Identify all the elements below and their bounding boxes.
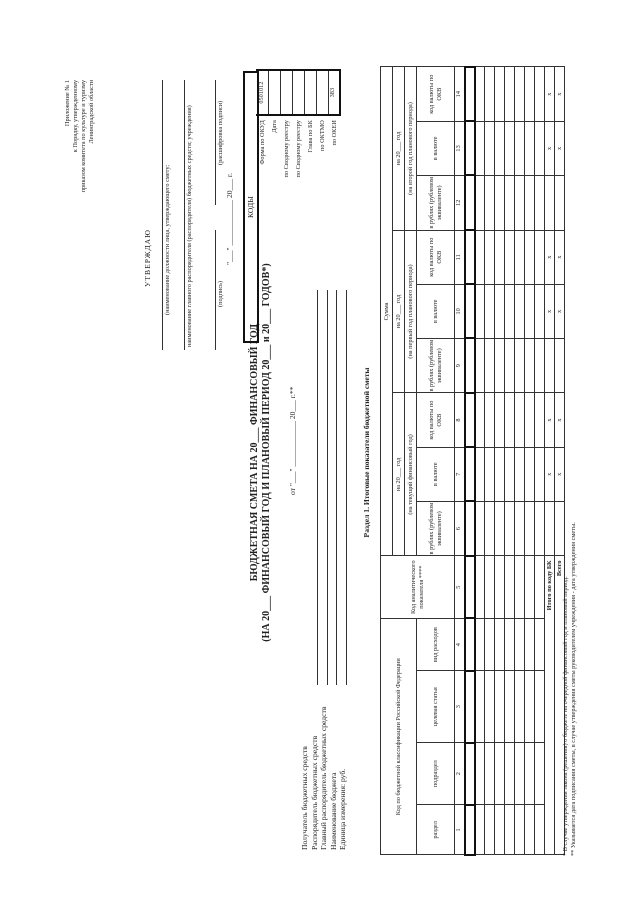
- field-line: [346, 290, 347, 685]
- header-year-3-sub: (на второй год планового периода): [405, 67, 417, 230]
- header-col: в валюте: [417, 121, 455, 175]
- header-kbk: Код по бюджетной классификации Российской Федерации: [381, 618, 417, 855]
- cross-mark: x: [545, 393, 555, 447]
- total-kbk-row: [545, 67, 555, 855]
- title-line-2: (НА 20___ ФИНАНСОВЫЙ ГОД И ПЛАНОВЫЙ ПЕРИОД 20___ и 20___ ГОДОВ*): [261, 263, 272, 642]
- table-row: [535, 67, 545, 855]
- appendix-line: к Порядку, утвержденному: [72, 80, 79, 153]
- col-number: 2: [455, 743, 465, 805]
- approval-line: [184, 80, 185, 350]
- col-number: 6: [455, 501, 465, 556]
- header-year-1-sub: (на текущий финансовый год): [405, 393, 417, 556]
- header-col: в валюте: [417, 284, 455, 338]
- table-row: [465, 67, 475, 855]
- approval-date: "___" ____________ 20___ г.: [225, 173, 234, 265]
- field-label: Наименование бюджета: [328, 772, 338, 850]
- field-label: Распорядитель бюджетных средств: [309, 735, 319, 850]
- header-year-1: на 20___ год: [393, 393, 405, 556]
- header-col: код валюты по ОКВ: [417, 67, 455, 121]
- field-label: Единица измерения: руб.: [338, 768, 347, 850]
- signature-line: [215, 230, 216, 350]
- footnote: ** Указывается дата подписания сметы, в случае утверждения сметы руководителем учреждения - дата утверждения сметы.: [570, 522, 577, 856]
- header-col: подраздел: [417, 743, 455, 805]
- table-row: [515, 67, 525, 855]
- code-row-value: 0501012: [256, 69, 269, 116]
- header-col: в валюте: [417, 447, 455, 501]
- code-row-label: по Сводному реестру: [282, 120, 290, 178]
- header-col: в рублях (рублевом эквиваленте): [417, 501, 455, 556]
- field-line: [336, 290, 337, 685]
- appendix-line: Приложение № 1: [64, 80, 71, 127]
- codes-header: КОДЫ: [244, 72, 258, 342]
- footnote: * В случае утверждения закона (решения) о бюджете на очередной финансовый год и плановый период.: [562, 576, 569, 856]
- code-row-label: по Сводному реестру: [294, 120, 302, 178]
- col-number: 14: [455, 67, 465, 121]
- table-row: [525, 67, 535, 855]
- approval-line: [162, 80, 163, 350]
- field-line: [327, 290, 328, 685]
- cross-mark: x: [555, 447, 565, 501]
- table-row: [495, 67, 505, 855]
- cross-mark: x: [555, 121, 565, 175]
- col-number: 4: [455, 618, 465, 670]
- col-number: 10: [455, 284, 465, 338]
- col-number: 12: [455, 176, 465, 231]
- header-col: в рублях (рублевом эквиваленте): [417, 176, 455, 231]
- total-kbk-label: Итого по коду БК: [545, 556, 555, 855]
- header-col: код валюты по ОКВ: [417, 230, 455, 284]
- code-row-label: по ОКТМО: [318, 120, 326, 151]
- header-analytic: Код аналитического показателя ****: [381, 556, 455, 619]
- codes-rows: [256, 69, 340, 187]
- signature-caption: (подпись): [217, 280, 224, 307]
- cross-mark: x: [545, 284, 555, 338]
- header-year-3: на 20___ год: [393, 67, 405, 230]
- code-row-label: Дата: [270, 120, 278, 133]
- appendix-line: Ленинградской области: [88, 80, 95, 144]
- cross-mark: x: [555, 393, 565, 447]
- approval-caption: (наименование должности лица, утверждающего смету;: [164, 164, 171, 315]
- col-number: 13: [455, 121, 465, 175]
- cross-mark: x: [545, 121, 555, 175]
- smeta-date: от "___" ____________ 20___ г.**: [288, 386, 297, 495]
- cross-mark: x: [545, 230, 555, 284]
- number-row: [455, 67, 465, 855]
- header-col: целевая статья: [417, 671, 455, 743]
- appendix-line: приказом комитета по культуре и туризму: [80, 80, 87, 193]
- code-row-value: 383: [327, 69, 341, 116]
- header-col: вид расходов: [417, 618, 455, 670]
- header-col: код валюты по ОКВ: [417, 393, 455, 447]
- code-row-label: Глава по БК: [306, 120, 314, 153]
- code-row-label: Форма по ОКУД: [258, 120, 266, 165]
- header-col: в рублях (рублевом эквиваленте): [417, 338, 455, 393]
- field-label: Получатель бюджетных средств: [300, 746, 309, 850]
- header-col: раздел: [417, 805, 455, 855]
- recipient-labels: [300, 707, 348, 850]
- cross-mark: x: [545, 67, 555, 121]
- cross-mark: x: [555, 284, 565, 338]
- budget-table: [380, 66, 565, 856]
- cross-mark: x: [555, 230, 565, 284]
- code-row-label: по ОКЕИ: [330, 120, 338, 146]
- col-number: 9: [455, 338, 465, 393]
- signature-decoding-line: [215, 80, 216, 205]
- header-year-2-sub: (на первый год планового периода): [405, 230, 417, 393]
- col-number: 1: [455, 805, 465, 855]
- field-label: Главный распорядитель бюджетных средств: [319, 706, 328, 850]
- cross-mark: x: [545, 447, 555, 501]
- col-number: 8: [455, 393, 465, 447]
- header-sum: Сумма: [381, 67, 393, 556]
- section-title: Раздел 1. Итоговые показатели бюджетной сметы: [362, 367, 371, 538]
- col-number: 11: [455, 230, 465, 284]
- approval-caption: наименование главного распорядителя (распорядителя) бюджетных средств; учреждения): [186, 105, 193, 347]
- col-number: 3: [455, 671, 465, 743]
- table-row: [485, 67, 495, 855]
- col-number: 5: [455, 556, 465, 619]
- signature-decoding-caption: (расшифровка подписи): [217, 100, 224, 165]
- table-row: [475, 67, 485, 855]
- footnotes: [562, 522, 578, 856]
- col-number: 7: [455, 447, 465, 501]
- appendix-block: [64, 80, 96, 192]
- total-label: Всего: [555, 556, 565, 855]
- header-year-2: на 20___ год: [393, 230, 405, 393]
- table-row: [505, 67, 515, 855]
- title-line-1: БЮДЖЕТНАЯ СМЕТА НА 20___ ФИНАНСОВЫЙ ГОД: [249, 323, 260, 582]
- approval-title: УТВЕРЖДАЮ: [143, 229, 152, 287]
- field-line: [317, 290, 318, 685]
- cross-mark: x: [555, 67, 565, 121]
